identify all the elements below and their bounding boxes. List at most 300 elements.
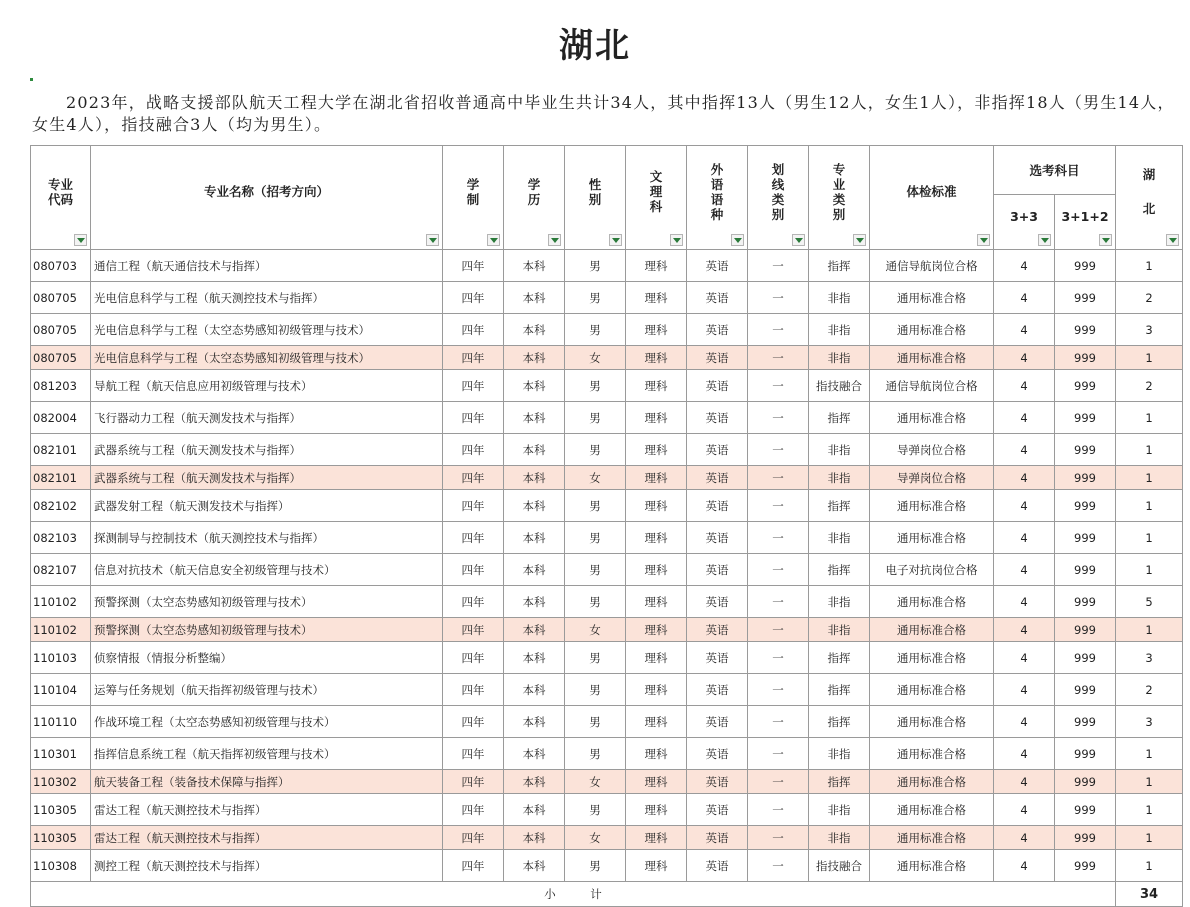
cell-a: 4 <box>994 642 1055 674</box>
cell-track: 理科 <box>626 370 687 402</box>
filter-dropdown-icon[interactable] <box>1166 234 1179 246</box>
header-duration <box>443 146 504 250</box>
cell-language: 英语 <box>687 850 748 882</box>
cell-count: 1 <box>1116 250 1183 282</box>
cell-track: 理科 <box>626 346 687 370</box>
cell-code: 082004 <box>31 402 91 434</box>
cell-a: 4 <box>994 794 1055 826</box>
cell-gender: 女 <box>565 618 626 642</box>
table-row <box>31 522 1183 554</box>
cell-physical: 通用标准合格 <box>870 586 994 618</box>
cell-count: 2 <box>1116 674 1183 706</box>
table-row <box>31 794 1183 826</box>
cell-physical: 通用标准合格 <box>870 770 994 794</box>
cell-code: 082107 <box>31 554 91 586</box>
header-name <box>91 146 443 250</box>
table-row <box>31 738 1183 770</box>
cell-language: 英语 <box>687 250 748 282</box>
cell-count: 1 <box>1116 554 1183 586</box>
cell-major-type: 指挥 <box>809 706 870 738</box>
cell-line-type: 一 <box>748 346 809 370</box>
cell-count: 1 <box>1116 490 1183 522</box>
cell-language: 英语 <box>687 826 748 850</box>
table-row <box>31 850 1183 882</box>
header-name-label: 专业名称（招考方向） <box>203 184 329 199</box>
cell-code: 082103 <box>31 522 91 554</box>
cell-track: 理科 <box>626 794 687 826</box>
cell-language: 英语 <box>687 490 748 522</box>
table-row <box>31 370 1183 402</box>
cell-duration: 四年 <box>443 370 504 402</box>
cell-language: 英语 <box>687 554 748 586</box>
cell-language: 英语 <box>687 674 748 706</box>
cell-name: 作战环境工程（太空态势感知初级管理与技术） <box>91 706 443 738</box>
cell-code: 110102 <box>31 618 91 642</box>
cell-name: 通信工程（航天通信技术与指挥） <box>91 250 443 282</box>
cell-b: 999 <box>1055 554 1116 586</box>
cell-degree: 本科 <box>504 434 565 466</box>
header-province <box>1116 146 1183 250</box>
cell-line-type: 一 <box>748 434 809 466</box>
cell-name: 信息对抗技术（航天信息安全初级管理与技术） <box>91 554 443 586</box>
cell-major-type: 非指 <box>809 466 870 490</box>
header-elective-label: 选考科目 <box>1029 162 1080 178</box>
cell-a: 4 <box>994 402 1055 434</box>
cell-count: 2 <box>1116 282 1183 314</box>
cell-physical: 导弹岗位合格 <box>870 434 994 466</box>
cell-duration: 四年 <box>443 674 504 706</box>
cell-code: 110301 <box>31 738 91 770</box>
cell-track: 理科 <box>626 434 687 466</box>
cell-a: 4 <box>994 490 1055 522</box>
cell-physical: 通用标准合格 <box>870 490 994 522</box>
cell-gender: 男 <box>565 250 626 282</box>
subtotal-row <box>31 882 1183 907</box>
cell-code: 110305 <box>31 794 91 826</box>
cell-line-type: 一 <box>748 586 809 618</box>
cell-track: 理科 <box>626 466 687 490</box>
cell-line-type: 一 <box>748 554 809 586</box>
cell-language: 英语 <box>687 434 748 466</box>
cell-duration: 四年 <box>443 346 504 370</box>
cell-count: 1 <box>1116 738 1183 770</box>
cell-language: 英语 <box>687 618 748 642</box>
cell-b: 999 <box>1055 346 1116 370</box>
filter-dropdown-icon[interactable] <box>731 234 744 246</box>
cell-duration: 四年 <box>443 706 504 738</box>
cell-degree: 本科 <box>504 586 565 618</box>
cell-physical: 通用标准合格 <box>870 642 994 674</box>
table-row <box>31 282 1183 314</box>
header-code-label: 专业代码 <box>47 176 73 207</box>
cell-line-type: 一 <box>748 250 809 282</box>
cell-line-type: 一 <box>748 314 809 346</box>
cell-b: 999 <box>1055 522 1116 554</box>
cell-code: 080705 <box>31 314 91 346</box>
cell-b: 999 <box>1055 618 1116 642</box>
filter-dropdown-icon[interactable] <box>670 234 683 246</box>
cell-gender: 男 <box>565 554 626 586</box>
cell-major-type: 非指 <box>809 434 870 466</box>
cell-b: 999 <box>1055 282 1116 314</box>
cell-code: 110110 <box>31 706 91 738</box>
filter-dropdown-icon[interactable] <box>1038 234 1051 246</box>
cell-duration: 四年 <box>443 586 504 618</box>
cell-physical: 通用标准合格 <box>870 618 994 642</box>
cell-name: 探测制导与控制技术（航天测控技术与指挥） <box>91 522 443 554</box>
cell-gender: 女 <box>565 770 626 794</box>
table-row <box>31 314 1183 346</box>
cell-physical: 通用标准合格 <box>870 706 994 738</box>
cell-code: 082102 <box>31 490 91 522</box>
cell-gender: 男 <box>565 738 626 770</box>
cell-major-type: 指挥 <box>809 554 870 586</box>
cell-b: 999 <box>1055 490 1116 522</box>
cell-count: 1 <box>1116 618 1183 642</box>
cell-degree: 本科 <box>504 642 565 674</box>
cell-count: 1 <box>1116 402 1183 434</box>
cell-major-type: 指挥 <box>809 402 870 434</box>
cell-a: 4 <box>994 770 1055 794</box>
cell-duration: 四年 <box>443 642 504 674</box>
cell-major-type: 非指 <box>809 794 870 826</box>
cell-duration: 四年 <box>443 314 504 346</box>
header-duration-label: 学制 <box>466 176 480 207</box>
table-row <box>31 770 1183 794</box>
cell-count: 3 <box>1116 642 1183 674</box>
cell-physical: 通信导航岗位合格 <box>870 370 994 402</box>
header-physical-label: 体检标准 <box>906 184 957 199</box>
table-row <box>31 826 1183 850</box>
cell-count: 1 <box>1116 850 1183 882</box>
cell-track: 理科 <box>626 618 687 642</box>
cell-gender: 女 <box>565 826 626 850</box>
cell-major-type: 指技融合 <box>809 370 870 402</box>
cell-a: 4 <box>994 706 1055 738</box>
cell-degree: 本科 <box>504 346 565 370</box>
cell-track: 理科 <box>626 522 687 554</box>
cell-b: 999 <box>1055 770 1116 794</box>
cell-degree: 本科 <box>504 490 565 522</box>
cell-language: 英语 <box>687 522 748 554</box>
cell-physical: 通用标准合格 <box>870 826 994 850</box>
enrollment-table <box>30 145 1183 907</box>
cell-duration: 四年 <box>443 522 504 554</box>
filter-dropdown-icon[interactable] <box>74 234 87 246</box>
cell-language: 英语 <box>687 706 748 738</box>
table-row <box>31 250 1183 282</box>
header-elective-b <box>1055 195 1116 250</box>
cell-line-type: 一 <box>748 618 809 642</box>
cell-duration: 四年 <box>443 794 504 826</box>
cell-track: 理科 <box>626 314 687 346</box>
cell-major-type: 非指 <box>809 618 870 642</box>
cell-duration: 四年 <box>443 850 504 882</box>
header-elective <box>994 146 1116 195</box>
cell-language: 英语 <box>687 586 748 618</box>
cell-name: 导航工程（航天信息应用初级管理与技术） <box>91 370 443 402</box>
cell-name: 飞行器动力工程（航天测发技术与指挥） <box>91 402 443 434</box>
cell-b: 999 <box>1055 706 1116 738</box>
table-row <box>31 346 1183 370</box>
cell-language: 英语 <box>687 466 748 490</box>
cell-degree: 本科 <box>504 250 565 282</box>
cell-degree: 本科 <box>504 402 565 434</box>
cell-major-type: 非指 <box>809 346 870 370</box>
filter-dropdown-icon[interactable] <box>609 234 622 246</box>
cell-line-type: 一 <box>748 370 809 402</box>
cell-name: 指挥信息系统工程（航天指挥初级管理与技术） <box>91 738 443 770</box>
cell-gender: 男 <box>565 642 626 674</box>
cell-physical: 通用标准合格 <box>870 850 994 882</box>
cell-marker <box>30 78 33 81</box>
cell-language: 英语 <box>687 794 748 826</box>
cell-a: 4 <box>994 434 1055 466</box>
cell-duration: 四年 <box>443 490 504 522</box>
cell-b: 999 <box>1055 250 1116 282</box>
cell-gender: 男 <box>565 522 626 554</box>
table-row <box>31 706 1183 738</box>
cell-major-type: 非指 <box>809 314 870 346</box>
cell-name: 光电信息科学与工程（航天测控技术与指挥） <box>91 282 443 314</box>
cell-major-type: 非指 <box>809 738 870 770</box>
cell-count: 1 <box>1116 466 1183 490</box>
cell-duration: 四年 <box>443 618 504 642</box>
cell-degree: 本科 <box>504 674 565 706</box>
cell-language: 英语 <box>687 346 748 370</box>
cell-a: 4 <box>994 826 1055 850</box>
cell-duration: 四年 <box>443 282 504 314</box>
cell-degree: 本科 <box>504 314 565 346</box>
cell-code: 082101 <box>31 434 91 466</box>
cell-major-type: 非指 <box>809 282 870 314</box>
cell-a: 4 <box>994 250 1055 282</box>
cell-duration: 四年 <box>443 770 504 794</box>
table-row <box>31 618 1183 642</box>
cell-degree: 本科 <box>504 826 565 850</box>
cell-code: 110103 <box>31 642 91 674</box>
header-code <box>31 146 91 250</box>
cell-language: 英语 <box>687 370 748 402</box>
cell-a: 4 <box>994 466 1055 490</box>
page-title: 湖北 <box>559 26 631 66</box>
cell-duration: 四年 <box>443 826 504 850</box>
cell-count: 1 <box>1116 826 1183 850</box>
cell-degree: 本科 <box>504 706 565 738</box>
table-row <box>31 674 1183 706</box>
cell-name: 光电信息科学与工程（太空态势感知初级管理与技术） <box>91 346 443 370</box>
filter-dropdown-icon[interactable] <box>548 234 561 246</box>
cell-duration: 四年 <box>443 466 504 490</box>
cell-physical: 通用标准合格 <box>870 738 994 770</box>
cell-track: 理科 <box>626 490 687 522</box>
header-elective-a <box>994 195 1055 250</box>
cell-degree: 本科 <box>504 554 565 586</box>
cell-b: 999 <box>1055 314 1116 346</box>
cell-major-type: 指技融合 <box>809 850 870 882</box>
cell-name: 雷达工程（航天测控技术与指挥） <box>91 794 443 826</box>
cell-duration: 四年 <box>443 250 504 282</box>
cell-gender: 男 <box>565 674 626 706</box>
cell-track: 理科 <box>626 826 687 850</box>
cell-count: 1 <box>1116 434 1183 466</box>
filter-dropdown-icon[interactable] <box>853 234 866 246</box>
cell-line-type: 一 <box>748 826 809 850</box>
cell-degree: 本科 <box>504 618 565 642</box>
cell-degree: 本科 <box>504 522 565 554</box>
table-row <box>31 586 1183 618</box>
cell-a: 4 <box>994 282 1055 314</box>
header-line-type-label: 划线类别 <box>771 161 785 222</box>
table-row <box>31 490 1183 522</box>
cell-duration: 四年 <box>443 554 504 586</box>
header-track-label: 文理科 <box>649 169 663 214</box>
cell-line-type: 一 <box>748 794 809 826</box>
header-track <box>626 146 687 250</box>
header-major-type-label: 专业类别 <box>832 161 846 222</box>
cell-a: 4 <box>994 370 1055 402</box>
cell-duration: 四年 <box>443 434 504 466</box>
filter-dropdown-icon[interactable] <box>487 234 500 246</box>
cell-physical: 通用标准合格 <box>870 282 994 314</box>
cell-a: 4 <box>994 738 1055 770</box>
cell-track: 理科 <box>626 674 687 706</box>
cell-physical: 导弹岗位合格 <box>870 466 994 490</box>
cell-name: 武器系统与工程（航天测发技术与指挥） <box>91 466 443 490</box>
cell-count: 1 <box>1116 794 1183 826</box>
cell-gender: 男 <box>565 370 626 402</box>
header-major-type <box>809 146 870 250</box>
table-row <box>31 402 1183 434</box>
cell-line-type: 一 <box>748 770 809 794</box>
cell-code: 081203 <box>31 370 91 402</box>
cell-b: 999 <box>1055 850 1116 882</box>
header-language-label: 外语语种 <box>710 161 724 222</box>
cell-a: 4 <box>994 314 1055 346</box>
header-line-type <box>748 146 809 250</box>
cell-a: 4 <box>994 618 1055 642</box>
cell-physical: 电子对抗岗位合格 <box>870 554 994 586</box>
cell-major-type: 指挥 <box>809 770 870 794</box>
table-row <box>31 554 1183 586</box>
cell-name: 侦察情报（情报分析整编） <box>91 642 443 674</box>
cell-major-type: 指挥 <box>809 490 870 522</box>
cell-count: 1 <box>1116 770 1183 794</box>
cell-b: 999 <box>1055 402 1116 434</box>
cell-count: 5 <box>1116 586 1183 618</box>
cell-physical: 通用标准合格 <box>870 522 994 554</box>
intro-paragraph: 2023年，战略支援部队航天工程大学在湖北省招收普通高中毕业生共计34人，其中指挥13人（男生12人，女生1人），非指挥18人（男生14人，女生4人），指技融合3人（均为男生）。 <box>32 93 1175 134</box>
header-elective-a-label: 3+3 <box>1010 208 1038 224</box>
cell-gender: 男 <box>565 282 626 314</box>
table-row <box>31 466 1183 490</box>
cell-line-type: 一 <box>748 738 809 770</box>
cell-major-type: 非指 <box>809 522 870 554</box>
header-degree-label: 学历 <box>527 176 541 207</box>
cell-degree: 本科 <box>504 370 565 402</box>
cell-gender: 男 <box>565 402 626 434</box>
cell-b: 999 <box>1055 794 1116 826</box>
filter-dropdown-icon[interactable] <box>792 234 805 246</box>
cell-degree: 本科 <box>504 850 565 882</box>
header-physical <box>870 146 994 250</box>
cell-a: 4 <box>994 346 1055 370</box>
cell-degree: 本科 <box>504 466 565 490</box>
cell-name: 预警探测（太空态势感知初级管理与技术） <box>91 618 443 642</box>
cell-duration: 四年 <box>443 402 504 434</box>
cell-language: 英语 <box>687 314 748 346</box>
cell-track: 理科 <box>626 850 687 882</box>
cell-line-type: 一 <box>748 402 809 434</box>
cell-b: 999 <box>1055 826 1116 850</box>
table-row <box>31 434 1183 466</box>
filter-dropdown-icon[interactable] <box>977 234 990 246</box>
cell-b: 999 <box>1055 674 1116 706</box>
cell-major-type: 指挥 <box>809 642 870 674</box>
subtotal-value: 34 <box>1116 882 1183 907</box>
cell-line-type: 一 <box>748 490 809 522</box>
cell-language: 英语 <box>687 402 748 434</box>
header-gender-label: 性别 <box>588 176 602 207</box>
cell-track: 理科 <box>626 738 687 770</box>
cell-code: 080705 <box>31 346 91 370</box>
cell-b: 999 <box>1055 642 1116 674</box>
cell-track: 理科 <box>626 554 687 586</box>
cell-count: 2 <box>1116 370 1183 402</box>
cell-name: 雷达工程（航天测控技术与指挥） <box>91 826 443 850</box>
cell-gender: 女 <box>565 346 626 370</box>
filter-dropdown-icon[interactable] <box>1099 234 1112 246</box>
cell-code: 110104 <box>31 674 91 706</box>
cell-track: 理科 <box>626 642 687 674</box>
header-elective-b-label: 3+1+2 <box>1061 208 1109 224</box>
cell-duration: 四年 <box>443 738 504 770</box>
header-gender <box>565 146 626 250</box>
cell-line-type: 一 <box>748 706 809 738</box>
cell-name: 光电信息科学与工程（太空态势感知初级管理与技术） <box>91 314 443 346</box>
cell-line-type: 一 <box>748 850 809 882</box>
header-province-label: 湖北 <box>1142 166 1156 216</box>
cell-gender: 男 <box>565 314 626 346</box>
cell-code: 110102 <box>31 586 91 618</box>
cell-code: 080705 <box>31 282 91 314</box>
cell-degree: 本科 <box>504 794 565 826</box>
filter-dropdown-icon[interactable] <box>426 234 439 246</box>
cell-gender: 男 <box>565 490 626 522</box>
cell-degree: 本科 <box>504 282 565 314</box>
cell-track: 理科 <box>626 250 687 282</box>
cell-line-type: 一 <box>748 282 809 314</box>
cell-name: 武器系统与工程（航天测发技术与指挥） <box>91 434 443 466</box>
cell-name: 测控工程（航天测控技术与指挥） <box>91 850 443 882</box>
cell-physical: 通信导航岗位合格 <box>870 250 994 282</box>
cell-gender: 男 <box>565 794 626 826</box>
cell-gender: 男 <box>565 706 626 738</box>
cell-b: 999 <box>1055 586 1116 618</box>
cell-gender: 男 <box>565 586 626 618</box>
cell-track: 理科 <box>626 402 687 434</box>
subtotal-label: 小 计 <box>31 882 1116 907</box>
cell-a: 4 <box>994 674 1055 706</box>
cell-a: 4 <box>994 850 1055 882</box>
cell-b: 999 <box>1055 466 1116 490</box>
cell-language: 英语 <box>687 642 748 674</box>
table-body <box>31 250 1183 907</box>
cell-physical: 通用标准合格 <box>870 314 994 346</box>
cell-line-type: 一 <box>748 466 809 490</box>
cell-count: 1 <box>1116 346 1183 370</box>
cell-gender: 男 <box>565 434 626 466</box>
